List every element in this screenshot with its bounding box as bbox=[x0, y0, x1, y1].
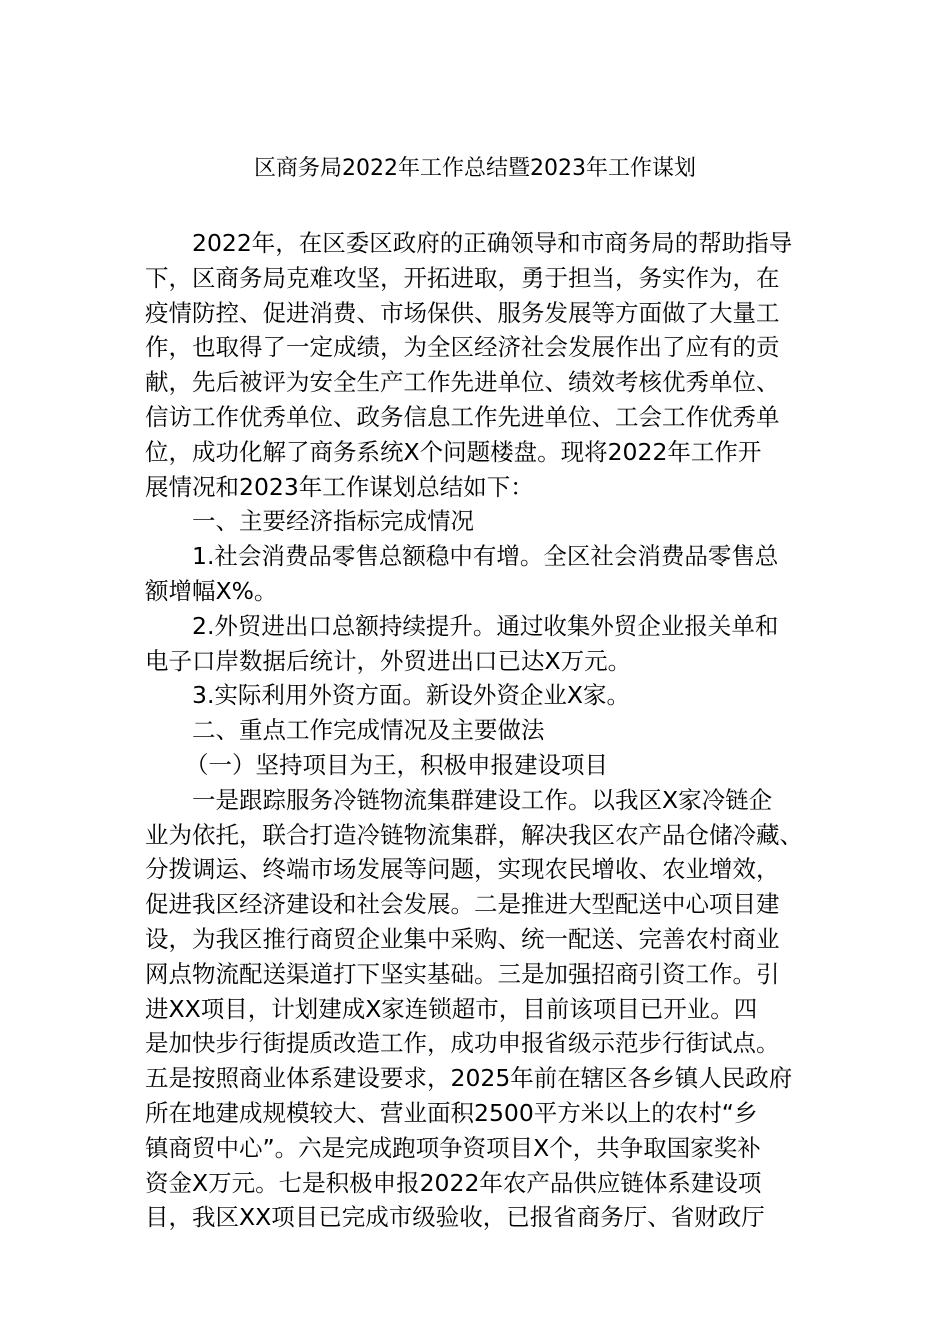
document-body bbox=[145, 226, 810, 1235]
body-line: 资金X万元。七是积极申报2022年农产品供应链体系建设项 bbox=[145, 1168, 762, 1197]
body-line: 献，先后被评为安全生产工作先进单位、绩效考核优秀单位、 bbox=[145, 368, 780, 397]
body-line: 1.社会消费品零售总额稳中有增。全区社会消费品零售总 bbox=[192, 542, 779, 571]
body-line: 电子口岸数据后统计，外贸进出口已达X万元。 bbox=[145, 646, 632, 675]
body-line: 2022年，在区委区政府的正确领导和市商务局的帮助指导 bbox=[192, 229, 793, 257]
body-line: 所在地建成规模较大、营业面积2500平方米以上的农村“乡 bbox=[145, 1098, 758, 1127]
body-line: 网点物流配送渠道打下坚实基础。三是加强招商引资工作。引 bbox=[145, 959, 780, 988]
body-line: 是加快步行街提质改造工作，成功申报省级示范步行街试点。 bbox=[145, 1029, 780, 1058]
section-heading: 一、主要经济指标完成情况 bbox=[192, 507, 474, 536]
body-line: 业为依托，联合打造冷链物流集群，解决我区农产品仓储冷藏、 bbox=[145, 820, 803, 849]
document-title: 区商务局2022年工作总结暨2023年工作谋划 bbox=[254, 156, 696, 181]
body-line: 信访工作优秀单位、政务信息工作先进单位、工会工作优秀单 bbox=[145, 402, 780, 431]
body-line: 目，我区XX项目已完成市级验收，已报省商务厅、省财政厅 bbox=[145, 1203, 765, 1232]
body-line: 3.实际利用外资方面。新设外资企业X家。 bbox=[192, 681, 631, 710]
body-line: 展情况和2023年工作谋划总结如下： bbox=[145, 472, 534, 501]
body-line: 促进我区经济建设和社会发展。二是推进大型配送中心项目建 bbox=[145, 890, 780, 919]
body-line: 进XX项目，计划建成X家连锁超市，目前该项目已开业。四 bbox=[145, 994, 758, 1023]
body-line: 一是跟踪服务冷链物流集群建设工作。以我区X家冷链企 bbox=[192, 785, 773, 814]
body-line: 五是按照商业体系建设要求，2025年前在辖区各乡镇人民政府 bbox=[145, 1064, 793, 1093]
subsection-heading: （一）坚持项目为王，积极申报建设项目 bbox=[185, 750, 608, 779]
body-line: 镇商贸中心”。六是完成跑项争资项目X个，共争取国家奖补 bbox=[145, 1133, 761, 1162]
body-line: 2.外贸进出口总额持续提升。通过收集外贸企业报关单和 bbox=[192, 611, 779, 640]
body-line: 位，成功化解了商务系统X个问题楼盘。现将2022年工作开 bbox=[145, 437, 762, 466]
body-line: 疫情防控、促进消费、市场保供、服务发展等方面做了大量工 bbox=[145, 298, 780, 327]
body-line: 分拨调运、终端市场发展等问题，实现农民增收、农业增效， bbox=[145, 855, 780, 884]
section-heading: 二、重点工作完成情况及主要做法 bbox=[192, 716, 545, 745]
body-line: 额增幅X%。 bbox=[145, 576, 278, 605]
body-line: 作，也取得了一定成绩，为全区经济社会发展作出了应有的贡 bbox=[145, 333, 780, 362]
body-line: 下，区商务局克难攻坚，开拓进取，勇于担当，务实作为，在 bbox=[145, 263, 780, 292]
body-line: 设，为我区推行商贸企业集中采购、统一配送、完善农村商业 bbox=[145, 924, 780, 953]
